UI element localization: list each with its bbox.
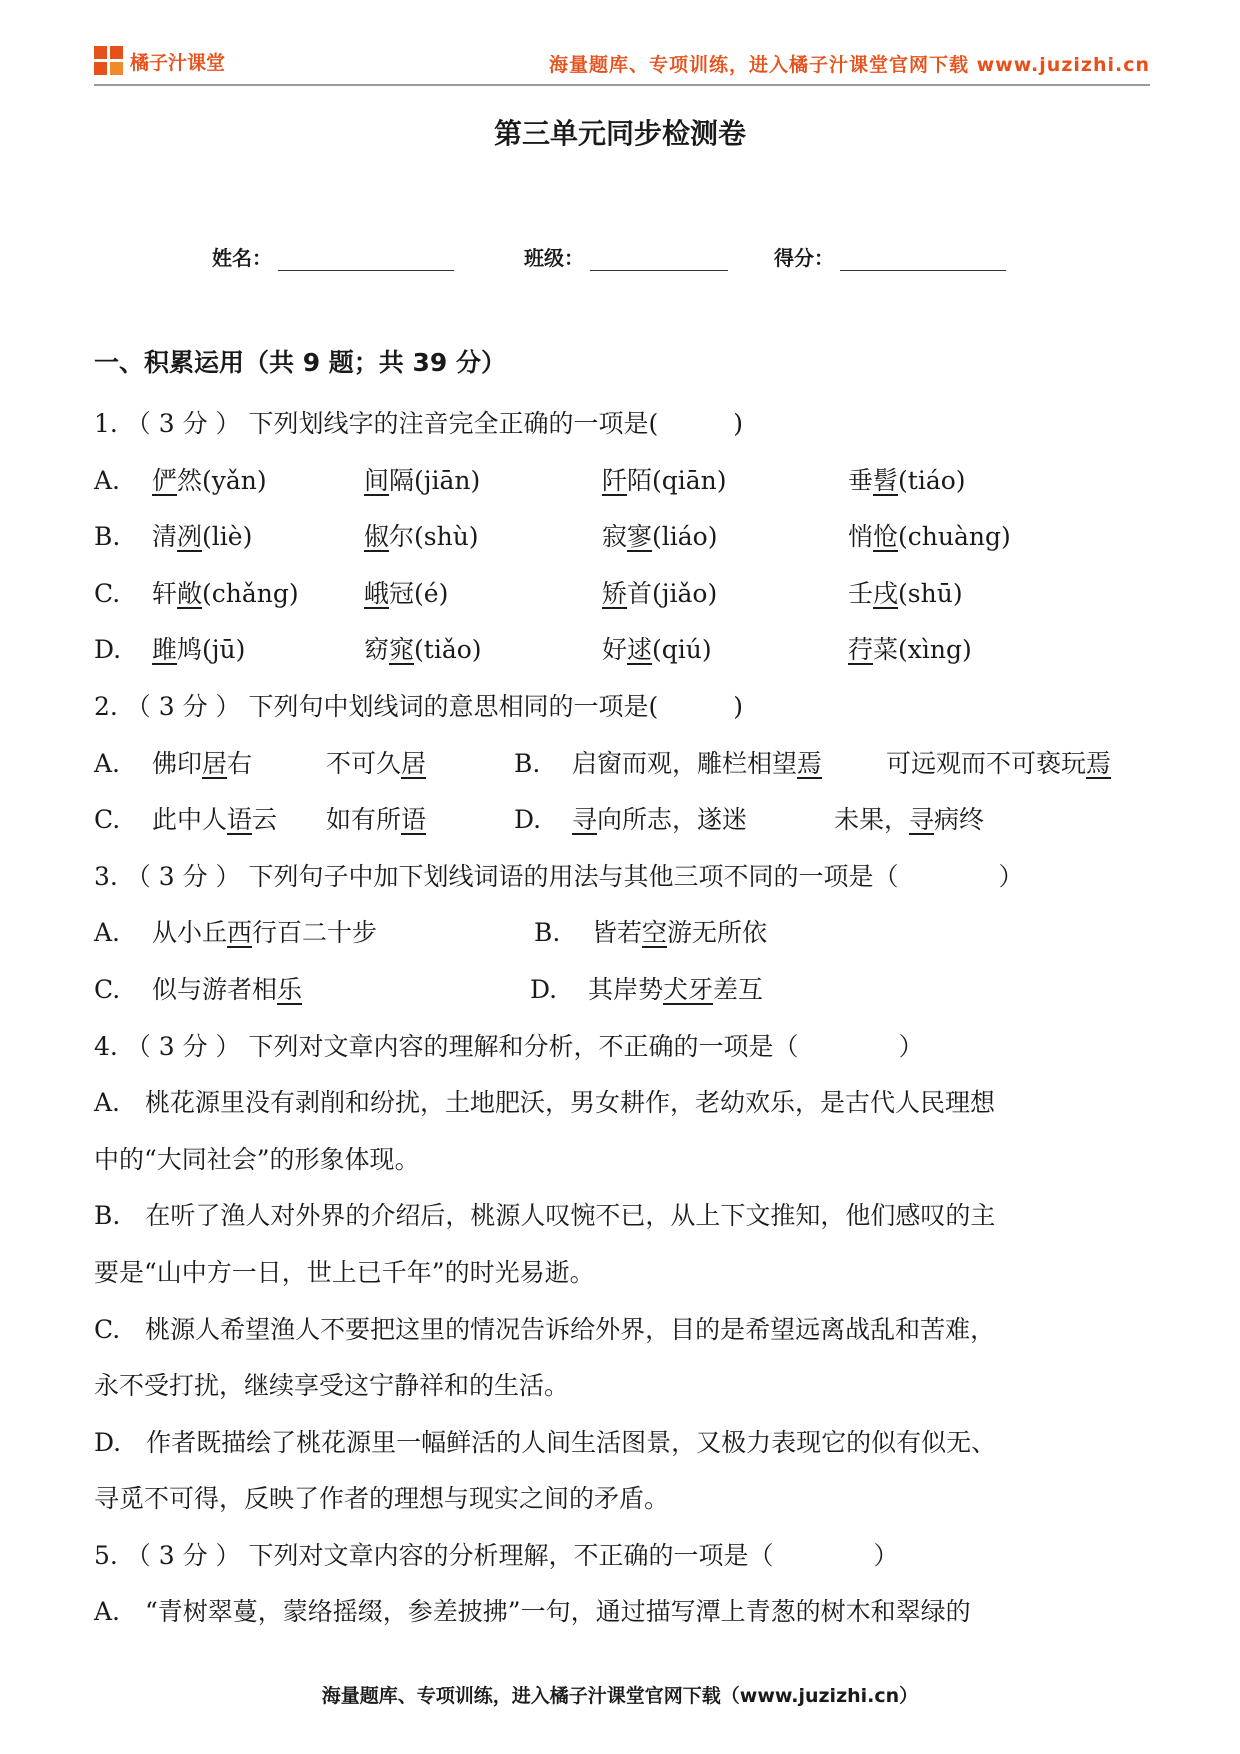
option-d[interactable]: D. 其岸势犬牙差互	[530, 974, 764, 1004]
section-title: 一、积累运用（共 9 题；共 39 分）	[94, 348, 507, 377]
logo	[94, 44, 225, 78]
question-4-stem: 4. （ 3 分 ） 下列对文章内容的理解和分析，不正确的一项是（ ）	[94, 1031, 924, 1061]
phonetic-item: 轩敞(chǎng)	[152, 578, 299, 608]
question-2-row-ab	[94, 736, 1150, 793]
question-4-option-d-cont: 寻觅不可得，反映了作者的理想与现实之间的矛盾。	[94, 1484, 670, 1514]
option-label[interactable]: B.	[94, 522, 121, 552]
option-c[interactable]: C. 此中人语云	[94, 805, 278, 835]
phonetic-item: 峨冠(é)	[364, 578, 449, 608]
phonetic-item: 阡陌(qiān)	[602, 465, 727, 495]
question-4-option-c[interactable]: C. 桃源人希望渔人不要把这里的情况告诉给外界，目的是希望远离战乱和苦难，	[94, 1314, 996, 1344]
option-a[interactable]: A. 佛印居右	[94, 748, 253, 778]
phonetic-item: 俶尔(shù)	[364, 522, 479, 552]
score-label: 得分：	[774, 246, 834, 270]
page-title: 第三单元同步检测卷	[493, 117, 746, 150]
question-1-stem: 1. （ 3 分 ） 下列划线字的注音完全正确的一项是( )	[94, 409, 744, 438]
option-label[interactable]: C.	[94, 578, 121, 608]
phonetic-item: 雎鸠(jū)	[152, 635, 246, 665]
question-4-option-c-cont: 永不受打扰，继续享受这宁静祥和的生活。	[94, 1371, 570, 1401]
question-4-option-d[interactable]: D. 作者既描绘了桃花源里一幅鲜活的人间生活图景，又极力表现它的似有似无、	[94, 1427, 997, 1457]
question-4-option-b-cont: 要是“山中方一日，世上已千年”的时光易逝。	[94, 1257, 595, 1287]
class-field[interactable]	[590, 248, 728, 271]
question-4-option-b[interactable]: B. 在听了渔人对外界的介绍后，桃源人叹惋不已，从上下文推知，他们感叹的主	[94, 1201, 996, 1231]
phonetic-item: 寂寥(liáo)	[602, 522, 718, 552]
option-d[interactable]: D. 寻向所志，遂迷	[514, 805, 748, 835]
page-header	[94, 40, 1150, 86]
name-field[interactable]	[278, 248, 454, 271]
class-label: 班级：	[524, 246, 584, 270]
option-a-part2: 不可久居	[326, 748, 427, 778]
question-1-row	[94, 622, 1150, 679]
option-label[interactable]: D.	[94, 635, 122, 665]
option-b[interactable]: B. 皆若空游无所依	[534, 918, 768, 948]
question-1-row	[94, 509, 1150, 566]
header-slogan: 海量题库、专项训练，进入橘子汁课堂官网下载 www.juzizhi.cn	[549, 54, 1150, 76]
option-b[interactable]: B. 启窗而观，雕栏相望焉	[514, 748, 823, 778]
question-3-row-cd	[94, 962, 1150, 1019]
logo-text: 橘子汁课堂	[130, 51, 226, 74]
option-d-part2: 未果，寻病终	[834, 805, 985, 835]
question-3-row-ab	[94, 905, 1150, 962]
question-5-stem: 5. （ 3 分 ） 下列对文章内容的分析理解，不正确的一项是（ ）	[94, 1540, 899, 1570]
option-b-part2: 可远观而不可亵玩焉	[886, 748, 1112, 778]
phonetic-item: 间隔(jiān)	[364, 465, 481, 495]
phonetic-item: 悄怆(chuàng)	[848, 522, 1011, 552]
phonetic-item: 清冽(liè)	[152, 522, 253, 552]
option-a[interactable]: A. 从小丘西行百二十步	[94, 918, 378, 948]
question-4-option-a-cont: 中的“大同社会”的形象体现。	[94, 1144, 420, 1174]
phonetic-item: 垂髫(tiáo)	[848, 465, 966, 495]
question-2-stem: 2. （ 3 分 ） 下列句中划线词的意思相同的一项是( )	[94, 691, 744, 721]
phonetic-item: 壬戌(shū)	[848, 578, 963, 608]
question-3-stem: 3. （ 3 分 ） 下列句子中加下划线词语的用法与其他三项不同的一项是（ ）	[94, 861, 1024, 891]
page-footer: 海量题库、专项训练，进入橘子汁课堂官网下载（www.juzizhi.cn）	[321, 1685, 919, 1707]
score-field[interactable]	[840, 248, 1006, 271]
option-c-part2: 如有所语	[326, 805, 427, 835]
name-label: 姓名：	[212, 246, 272, 270]
option-label[interactable]: A.	[94, 465, 121, 495]
logo-icon	[94, 46, 124, 76]
phonetic-item: 好逑(qiú)	[602, 635, 712, 665]
question-1-row	[94, 566, 1150, 623]
phonetic-item: 矫首(jiǎo)	[602, 578, 718, 608]
phonetic-item: 窈窕(tiǎo)	[364, 635, 482, 665]
question-5-option-a[interactable]: A. “青树翠蔓，蒙络摇缀，参差披拂”一句，通过描写潭上青葱的树木和翠绿的	[94, 1597, 971, 1627]
question-4-option-a[interactable]: A. 桃花源里没有剥削和纷扰，土地肥沃，男女耕作，老幼欢乐，是古代人民理想	[94, 1088, 996, 1118]
question-2-row-cd	[94, 792, 1150, 849]
phonetic-item: 俨然(yǎn)	[152, 465, 267, 495]
phonetic-item: 荇菜(xìng)	[848, 635, 972, 665]
option-c[interactable]: C. 似与游者相乐	[94, 974, 303, 1004]
exam-content	[94, 340, 1150, 1641]
question-1-row	[94, 453, 1150, 510]
